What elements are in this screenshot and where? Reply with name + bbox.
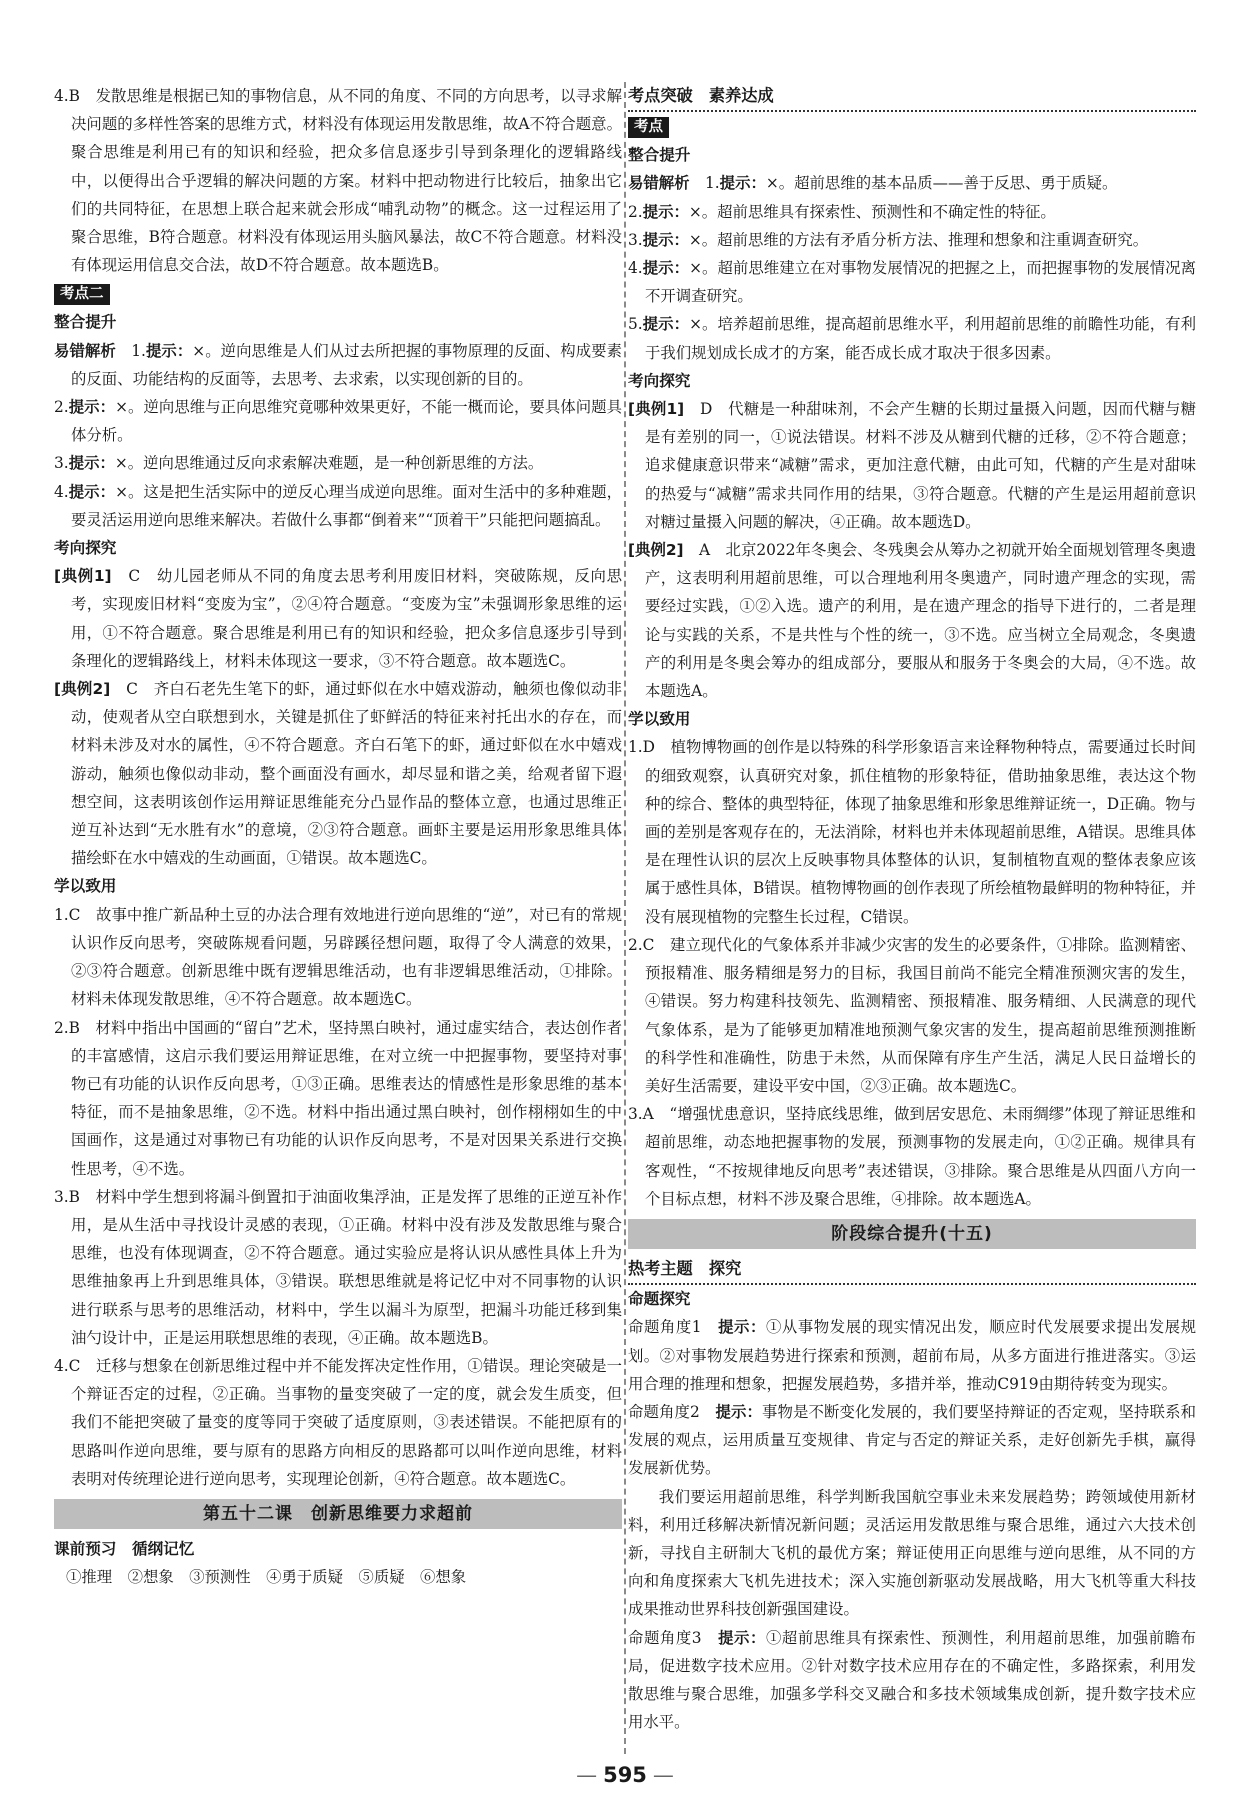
practice-right-1: 1.D 植物博物画的创作是以特殊的科学形象语言来诠释物种特点，需要通过长时间的细致观察，认真研究对象，抓住植物的形象特征，借助抽象思维，表达这个物种的综合、整体的典型特征，体现了抽象思维和形象思维辩证统一，D正确。物与画的差别是客观存在的，无法消除，材料也并未体现超前思维，A错误。思维具体是在理性认识的层次上反映事物具体整体的认识，复制植物直观的整体表象应该属于感性具体，B错误。植物博物画的创作表现了所绘植物最鲜明的物种特征，并没有展现植物的完整生长过程，C错误。 [628,738,1197,926]
practice-1: 1.C 故事中推广新品种土豆的办法合理有效地进行逆向思维的“逆”，对已有的常规认识作反向思考，突破陈规看问题，另辟蹊径想问题，取得了令人满意的效果，②③符合题意。创新思维中既有逻辑思维活动，也有非逻辑思维活动，①排除。材料未体现发散思维，④不符合题意。故本题选C。 [54,905,622,1009]
section-tag-kaodian-2: 考点二 [54,284,110,305]
stage-summary-bar: 阶段综合提升(十五) [628,1219,1196,1249]
lesson-title-bar: 第五十二课 创新思维要力求超前 [54,1499,622,1529]
error-right-3: 3.提示：×。超前思维的方法有矛盾分析方法、推理和想象和注重调查研究。 [628,230,1149,249]
page-number: — 595 — [0,1760,1250,1790]
heading-kaodian-tupo: 考点突破 素养达成 [628,82,1196,112]
heading-kaoxiang-right: 考向探究 [628,371,691,390]
example-right-1: [典例1] D 代糖是一种甜味剂，不会产生糖的长期过量摄入问题，因而代糖与糖是有差别的同一，①说法错误。材料不涉及从糖到代糖的迁移，②不符合题意；追求健康意识带来“减糖”需求，更加注意代糖，由此可知，代糖的产生是对甜味的热爱与“减糖”需求共同作用的结果，③符合题意。代糖的产生是运用超前意识对糖过量摄入问题的解决，④正确。故本题选D。 [628,400,1197,531]
right-column [628,82,1196,1736]
error-analysis-1: 易错解析 1.提示：×。逆向思维是人们从过去所把握的事物原理的反面、构成要素的反面、功能结构的反面等，去思考、去求索，以实现创新的目的。 [54,341,622,388]
error-right-1: 易错解析 1.提示：×。超前思维的基本品质——善于反思、勇于质疑。 [628,174,1118,193]
left-column [54,82,622,1591]
practice-right-2: 2.C 建立现代化的气象体系并非减少灾害的发生的必要条件，①排除。监测精密、预报精准、服务精细是努力的目标，我国目前尚不能完全精准预测灾害的发生，④错误。努力构建科技领先、监测精密、预报精准、服务精细、人民满意的现代气象体系，是为了能够更加精准地预测气象灾害的发生，提高超前思维预测推断的科学性和准确性，防患于未然，从而保障有序生产生活，满足人民日益增长的美好生活需要，建设平安中国，②③正确。故本题选C。 [628,935,1196,1095]
example-1: [典例1] C 幼儿园老师从不同的角度去思考利用废旧材料，突破陈规，反向思考，实现废旧材料“变废为宝”，②④符合题意。“变废为宝”未强调形象思维的运用，①不符合题意。聚合思维是利用已有的知识和经验，把众多信息逐步引导到条理化的逻辑路线上，材料未体现这一要求，③不符合题意。故本题选C。 [54,567,622,670]
example-2: [典例2] C 齐白石老先生笔下的虾，通过虾似在水中嬉戏游动，触须也像似动非动，使观者从空白联想到水，关键是抓住了虾鲜活的特征来衬托出水的存在，而材料未涉及对水的属性，④不符合题意。齐白石笔下的虾，通过虾似在水中嬉戏游动，触须也像似动非动，整个画面没有画水，却尽显和谐之美，给观者留下遐想空间，这表明该创作运用辩证思维能充分凸显作品的整体立意，也通过思维正逆互补达到“无水胜有水”的意境，②③符合题意。画虾主要是运用形象思维具体描绘虾在水中嬉戏的生动画面，①错误。故本题选C。 [54,680,623,868]
heading-rekao: 热考主题 探究 [628,1255,1196,1285]
column-divider [624,82,626,1754]
heading-zhenghe-right: 整合提升 [628,146,691,165]
practice-2: 2.B 材料中指出中国画的“留白”艺术，坚持黑白映衬，通过虚实结合，表达创作者的丰富感情，这启示我们要运用辩证思维，在对立统一中把握事物，要坚持对事物已有功能的认识作反向思考，①③正确。思维表达的情感性是形象思维的基本特征，而不是抽象思维，②不选。材料中指出通过黑白映衬，创作栩栩如生的中国画作，这是通过对事物已有功能的认识作反向思考，不是对因果关系进行交换性思考，④不选。 [54,1018,622,1178]
angle-2: 命题角度2 提示：事物是不断变化发展的，我们要坚持辩证的否定观，坚持联系和发展的观点，运用质量互变规律、肯定与否定的辩证关系，走好创新先手棋，赢得发展新优势。 [628,1402,1196,1478]
heading-xueyi: 学以致用 [54,877,117,896]
label-yicuo-right: 易错解析 [628,174,690,193]
preview-answers: ①推理 ②想象 ③预测性 ④勇于质疑 ⑤质疑 ⑥想象 [66,1568,467,1587]
heading-mingti: 命题探究 [628,1290,691,1309]
heading-kaoxiang: 考向探究 [54,539,117,558]
angle-1: 命题角度1 提示：①从事物发展的现实情况出发，顺应时代发展要求提出发展规划。②对事物发展趋势进行探索和预测，超前布局，从多方面进行推进落实。③运用合理的推理和想象，把握发展趋势，多措并举，推动C919由期待转变为现实。 [628,1318,1196,1393]
label-yicuo: 易错解析 [54,341,116,360]
example-right-2: [典例2] A 北京2022年冬奥会、冬残奥会从筹办之初就开始全面规划管理冬奥遗产，这表明利用超前思维，可以合理地利用冬奥遗产，同时遗产理念的实现，需要经过实践，①②入选。遗产的利用，是在遗产理念的指导下进行的，二者是理论与实践的关系，不是共性与个性的统一，③不选。应当树立全局观念，冬奥遗产的利用是冬奥会筹办的组成部分，要服从和服务于冬奥会的大局，④不选。故本题选A。 [628,541,1196,701]
angle-3: 命题角度3 提示：①超前思维具有探索性、预测性，利用超前思维，加强前瞻布局，促进数字技术应用。②针对数字技术应用存在的不确定性，多路探索，利用发散思维与聚合思维，加强多学科交叉融合和多技术领域集成创新，提升数字技术应用水平。 [628,1628,1196,1732]
practice-right-3: 3.A “增强忧患意识，坚持底线思维，做到居安思危、未雨绸缪”体现了辩证思维和超前思维，动态地把握事物的发展，预测事物的发展走向，①②正确。规律具有客观性，“不按规律地反向思考”表述错误，③排除。聚合思维是从四面八方向一个目标点想，材料不涉及聚合思维，④排除。故本题选A。 [628,1105,1196,1208]
heading-xueyi-right: 学以致用 [628,710,691,729]
error-analysis-4: 4.提示：×。这是把生活实际中的逆反心理当成逆向思维。面对生活中的多种难题，要灵活运用逆向思维来解决。若做什么事都“倒着来”“顶着干”只能把问题搞乱。 [54,482,622,529]
answer-q4: 4.B 发散思维是根据已知的事物信息，从不同的角度、不同的方向思考，以寻求解决问题的多样性答案的思维方式，材料没有体现运用发散思维，故A不符合题意。聚合思维是利用已有的知识和经验，把众多信息逐步引导到条理化的逻辑路线中，以便得出合乎逻辑的解决问题的方案。材料中把动物进行比较后，抽象出它们的共同特征，在思想上联合起来就会形成“哺乳动物”的概念。这一过程运用了聚合思维，B符合题意。材料没有体现运用头脑风暴法，故C不符合题意。材料没有体现运用信息交合法，故D不符合题意。故本题选B。 [54,87,622,275]
error-analysis-2: 2.提示：×。逆向思维与正向思维究竟哪种效果更好，不能一概而论，要具体问题具体分析。 [54,398,622,445]
practice-4: 4.C 迁移与想象在创新思维过程中并不能发挥决定性作用，①错误。理论突破是一个辩证否定的过程，②正确。当事物的量变突破了一定的度，就会发生质变，但我们不能把突破了量变的度等同于突破了适度原则，③表述错误。不能把原有的思路叫作逆向思维，要与原有的思路方向相反的思路都可以叫作逆向思维，材料表明对传统理论进行逆向思考，实现理论创新，④符合题意。故本题选C。 [54,1356,622,1488]
error-right-5: 5.提示：×。培养超前思维，提高超前思维水平，利用超前思维的前瞻性功能，有利于我们规划成长成才的方案，能否成长成才取决于很多因素。 [628,315,1196,362]
heading-preview: 课前预习 循纲记忆 [54,1539,195,1558]
practice-3: 3.B 材料中学生想到将漏斗倒置扣于油面收集浮油，正是发挥了思维的正逆互补作用，是从生活中寻找设计灵感的表现，①正确。材料中没有涉及发散思维与聚合思维，也没有体现调查，②不符合题意。通过实验应是将认识从感性具体上升为思维抽象再上升到思维具体，③错误。联想思维就是将记忆中对不同事物的认识进行联系与思考的思维活动，材料中，学生以漏斗为原型，把漏斗功能迁移到集油勺设计中，正是运用联想思维的表现，④正确。故本题选B。 [54,1187,622,1347]
error-right-4: 4.提示：×。超前思维建立在对事物发展情况的把握之上，而把握事物的发展情况离不开调查研究。 [628,259,1196,306]
error-analysis-3: 3.提示：×。逆向思维通过反向求索解决难题，是一种创新思维的方法。 [54,454,544,473]
error-right-2: 2.提示：×。超前思维具有探索性、预测性和不确定性的特征。 [628,202,1056,221]
section-tag-kaodian: 考点 [628,117,669,138]
heading-zhenghe: 整合提升 [54,313,117,332]
angle-2-paragraph: 我们要运用超前思维，科学判断我国航空事业未来发展趋势；跨领域使用新材料，利用迁移解决新情况新问题；灵活运用发散思维与聚合思维，通过六大技术创新，寻找自主研制大飞机的最优方案；辩证使用正向思维与逆向思维，从不同的方向和角度探索大飞机先进技术；深入实施创新驱动发展战略，用大飞机等重大科技成果推动世界科技创新强国建设。 [628,1487,1196,1619]
